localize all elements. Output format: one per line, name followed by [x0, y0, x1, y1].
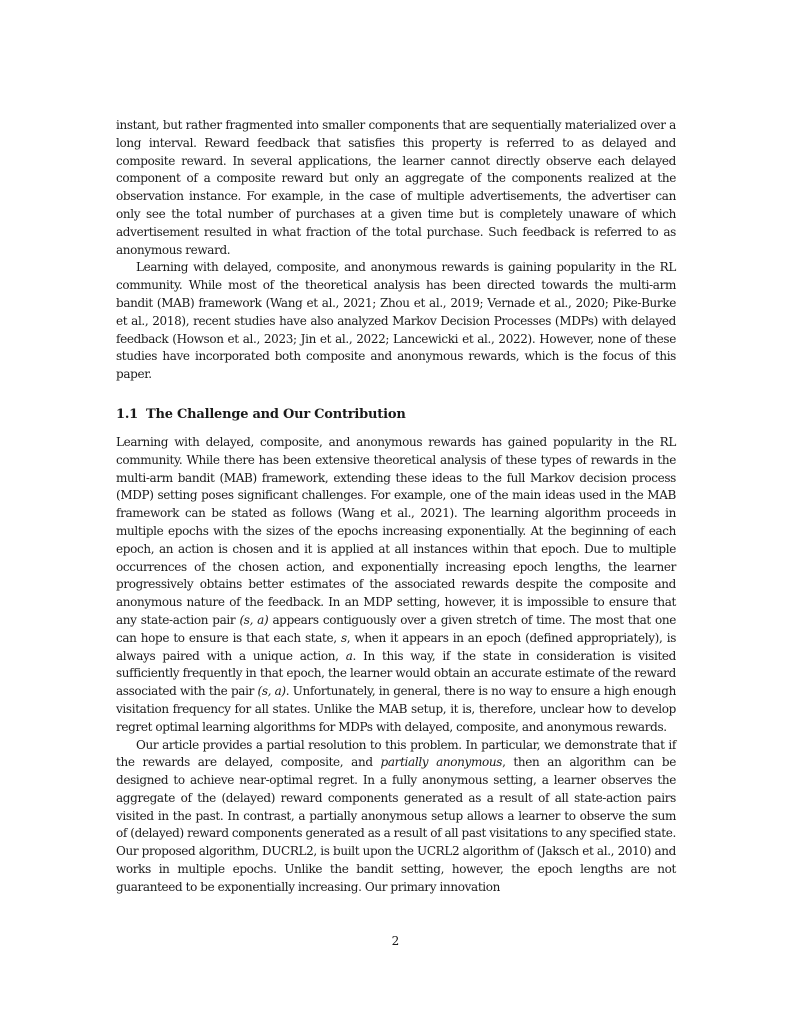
section-title: The Challenge and Our Contribution — [146, 406, 406, 422]
body-paragraph-intro-2: Learning with delayed, composite, and anonymous rewards is gaining popularity in the RL community. While most of the theoretical analysis has been directed towards the multi-arm bandit (MAB) framework (Wang et al., 2021; Zhou et al., 2019; Vernade et al., 2020; Pike-Burke et al., 2018), recent studies have also analyzed Markov Decision Processes (MDPs) with delayed feedback (Howson et al., 2023; Jin et al., 2022; Lancewicki et al., 2022). However, none of these studies have incorporated both composite and anonymous rewards, which is the focus of this paper. — [116, 260, 676, 382]
page-number: 2 — [391, 934, 400, 948]
math-state-action-pair-1: (s, a) — [239, 612, 269, 627]
math-state-s: s — [340, 630, 347, 645]
section-heading — [116, 406, 676, 424]
contribution-text-2: , then an algorithm can be designed to achieve near-optimal regret. In a fully anonymous setting, a learner observes the aggregate of the (delayed) reward components generated as a result of all state-action pairs visited in the past. In contrast, a partially anonymous setup allows a learner to observe the sum of (delayed) reward components generated as a result of all past visitations to any specified state. Our proposed algorithm, DUCRL2, is built upon the UCRL2 algorithm of (Jaksch et al., 2010) and works in multiple epochs. Unlike the bandit setting, however, the epoch lengths are not guaranteed to be exponentially increasing. Our primary innovation — [116, 755, 676, 894]
math-action-a: a — [345, 648, 353, 663]
math-state-action-pair-2: (s, a) — [257, 684, 286, 699]
challenge-text-4: . In this way, if the state in consideration is visited sufficiently frequently in that epoch, the learner would obtain an accurate estimate of the reward associated with the pair — [116, 648, 676, 699]
body-paragraph-contribution — [116, 737, 676, 897]
challenge-text-3: , when it appears in an epoch (defined appropriately), is always paired with a unique action, — [116, 630, 676, 663]
contribution-text-1: Our article provides a partial resolution to this problem. In particular, we demonstrate that if the rewards are delayed, composite, and — [116, 737, 676, 770]
body-paragraph-challenge — [116, 434, 676, 737]
section-number: 1.1 — [116, 406, 139, 422]
challenge-text-1: Learning with delayed, composite, and anonymous rewards has gained popularity in the RL community. While there has been extensive theoretical analysis of these types of rewards in the multi-arm bandit (MAB) framework, extending these ideas to the full Markov decision process (MDP) setting poses significant challenges. For example, one of the main ideas used in the MAB framework can be stated as follows (Wang et al., 2021). The learning algorithm proceeds in multiple epochs with the sizes of the epochs increasing exponentially. At the beginning of each epoch, an action is chosen and it is applied at all instances within that epoch. Due to multiple occurrences of the chosen action, and exponentially increasing epoch lengths, the learner progressively obtains better estimates of the associated rewards despite the composite and anonymous nature of the feedback. In an MDP setting, however, it is impossible to ensure that any state-action pair — [116, 434, 676, 627]
paper-page-body — [116, 117, 676, 897]
emphasis-partially-anonymous: partially anonymous — [380, 755, 503, 770]
challenge-text-2: appears contiguously over a given stretch of time. The most that one can hope to ensure is that each state, — [116, 612, 676, 645]
body-paragraph-intro-1: instant, but rather fragmented into smaller components that are sequentially materialized over a long interval. Reward feedback that satisfies this property is referred to as delayed and composite reward. In several applications, the learner cannot directly observe each delayed component of a composite reward but only an aggregate of the components realized at the observation instance. For example, in the case of multiple advertisements, the advertiser can only see the total number of purchases at a given time but is completely unaware of which advertisement resulted in what fraction of the total purchase. Such feedback is referred to as anonymous reward. — [116, 118, 676, 257]
challenge-text-5: . Unfortunately, in general, there is no way to ensure a high enough visitation frequency for all states. Unlike the MAB setup, it is, therefore, unclear how to develop regret optimal learning algorithms for MDPs with delayed, composite, and anonymous rewards. — [116, 684, 676, 734]
